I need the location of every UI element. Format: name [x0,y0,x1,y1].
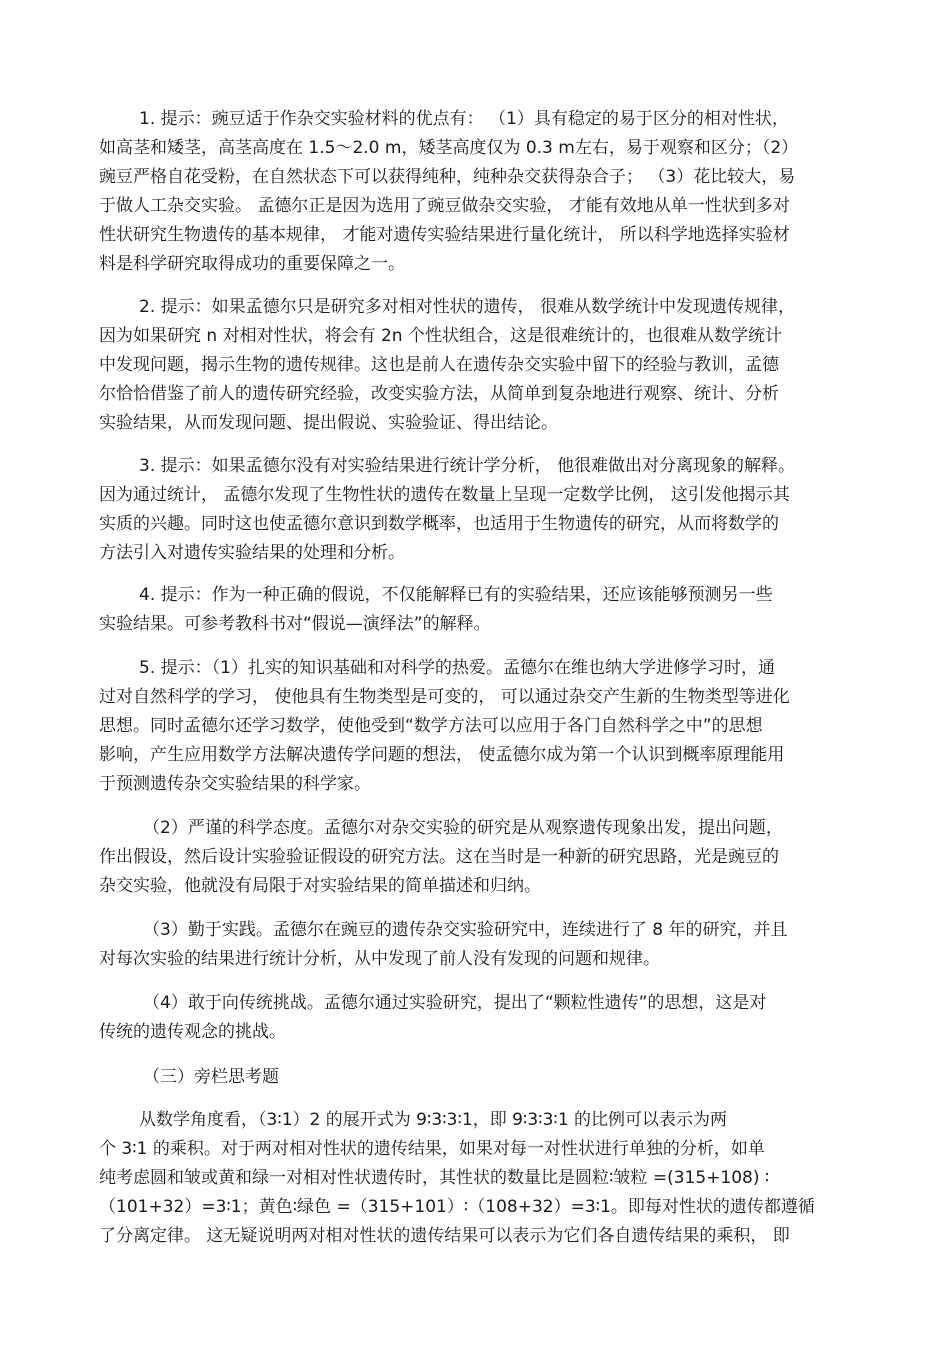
paragraph-3-line-4: 方法引入对遗传实验结果的处理和分析。 [99,543,405,563]
paragraph-7-line-1: （3）勤于实践。孟德尔在豌豆的遗传杂交实验研究中，连续进行了 8 年的研究，并且 [143,920,788,940]
paragraph-4-line-2: 实验结果。可参考教科书对“假说—演绎法”的解释。 [99,614,491,634]
paragraph-5-line-5: 于预测遗传杂交实验结果的科学家。 [99,774,371,794]
paragraph-6-line-1: （2）严谨的科学态度。孟德尔对杂交实验的研究是从观察遗传现象出发，提出问题， [143,818,783,838]
paragraph-6-line-3: 杂交实验，他就没有局限于对实验结果的简单描述和归纳。 [99,876,541,896]
paragraph-3-line-2: 因为通过统计， 孟德尔发现了生物性状的遗传在数量上呈现一定数学比例， 这引发他揭示其 [99,485,790,505]
paragraph-7-line-2: 对每次实验的结果进行统计分析，从中发现了前人没有发现的问题和规律。 [99,949,660,969]
paragraph-6-line-2: 作出假设，然后设计实验验证假设的研究方法。这在当时是一种新的研究思路，光是豌豆的 [99,847,779,867]
paragraph-10-line-2: 个 3∶1 的乘积。对于两对相对性状的遗传结果，如果对每一对性状进行单独的分析，如单 [99,1139,765,1159]
paragraph-1-line-4: 于做人工杂交实验。 孟德尔正是因为选用了豌豆做杂交实验， 才能有效地从单一性状到多对 [99,196,790,216]
paragraph-3-line-1: 3. 提示：如果孟德尔没有对实验结果进行统计学分析， 他很难做出对分离现象的解释。 [139,456,796,476]
paragraph-2-line-5: 实验结果，从而发现问题、提出假说、实验验证、得出结论。 [99,413,558,433]
paragraph-5-line-3: 思想。同时孟德尔还学习数学，使他受到“数学方法可以应用于各门自然科学之中”的思想 [99,716,763,736]
paragraph-10-line-1: 从数学角度看，（3∶1）2 的展开式为 9∶3∶3∶1，即 9∶3∶3∶1 的比例可以表示为两 [139,1110,728,1130]
paragraph-5-line-1: 5. 提示：（1）扎实的知识基础和对科学的热爱。孟德尔在维也纳大学进修学习时，通 [139,658,775,678]
paragraph-1-line-3: 豌豆严格自花受粉，在自然状态下可以获得纯种，纯种杂交获得杂合子； （3）花比较大，易 [99,167,796,187]
paragraph-8-line-1: （4）敢于向传统挑战。孟德尔通过实验研究，提出了“颗粒性遗传”的思想，这是对 [143,993,767,1013]
paragraph-2-line-2: 因为如果研究 n 对相对性状，将会有 2n 个性状组合，这是很难统计的，也很难从数学统计 [99,326,782,346]
paragraph-8-line-2: 传统的遗传观念的挑战。 [99,1022,286,1042]
paragraph-1-line-1: 1. 提示：豌豆适于作杂交实验材料的优点有： （1）具有稳定的易于区分的相对性状， [139,109,789,129]
paragraph-1-line-5: 性状研究生物遗传的基本规律， 才能对遗传实验结果进行量化统计， 所以科学地选择实验材 [99,225,790,245]
paragraph-4-line-1: 4. 提示：作为一种正确的假说，不仅能解释已有的实验结果，还应该能够预测另一些 [139,585,773,605]
paragraph-3-line-3: 实质的兴趣。同时这也使孟德尔意识到数学概率，也适用于生物遗传的研究，从而将数学的 [99,514,779,534]
paragraph-10-line-3: 纯考虑圆和皱或黄和绿一对相对性状遗传时，其性状的数量比是圆粒∶皱粒 =(315+108) ∶ [99,1168,770,1188]
paragraph-2-line-4: 尔恰恰借鉴了前人的遗传研究经验，改变实验方法，从简单到复杂地进行观察、统计、分析 [99,384,779,404]
paragraph-2-line-3: 中发现问题，揭示生物的遗传规律。这也是前人在遗传杂交实验中留下的经验与教训，孟德 [99,355,779,375]
paragraph-5-line-4: 影响，产生应用数学方法解决遗传学问题的想法， 使孟德尔成为第一个认识到概率原理能用 [99,745,785,765]
section-heading-sidebar-questions: （三）旁栏思考题 [143,1067,279,1087]
paragraph-10-line-5: 了分离定律。 这无疑说明两对相对性状的遗传结果可以表示为它们各自遗传结果的乘积， 即 [99,1226,790,1246]
paragraph-2-line-1: 2. 提示：如果孟德尔只是研究多对相对性状的遗传， 很难从数学统计中发现遗传规律， [139,297,796,317]
paragraph-5-line-2: 过对自然科学的学习， 使他具有生物类型是可变的， 可以通过杂交产生新的生物类型等进化 [99,687,790,707]
paragraph-1-line-6: 料是科学研究取得成功的重要保障之一。 [99,254,405,274]
paragraph-10-line-4: （101+32）=3∶1；黄色∶绿色 =（315+101）∶（108+32）=3∶1。即每对性状的遗传都遵循 [99,1197,815,1217]
paragraph-1-line-2: 如高茎和矮茎，高茎高度在 1.5～2.0 m，矮茎高度仅为 0.3 m左右，易于观察和区分；（2） [99,138,799,158]
